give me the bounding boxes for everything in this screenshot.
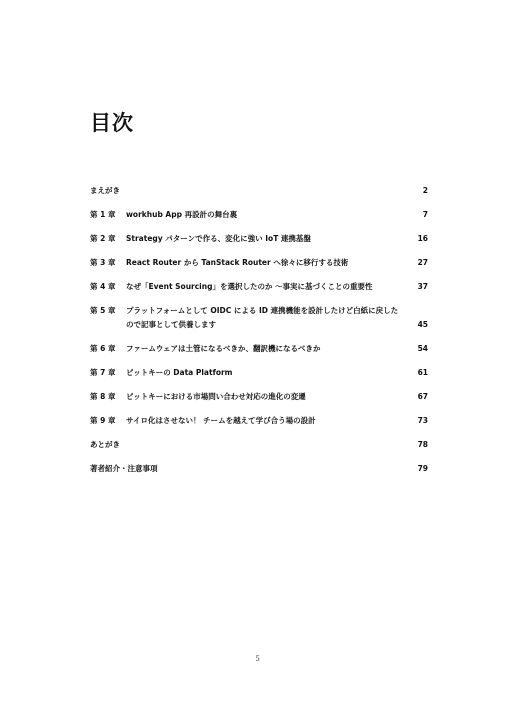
toc-entry-title: workhub App 再設計の舞台裏 [126,210,238,219]
toc-entry-title: ビットキーの Data Platform [126,368,233,377]
toc-entry-chapter-3 [90,255,428,279]
page-title: 目次 [90,111,134,135]
toc-entry-page: 54 [417,344,428,353]
toc-entry-page: 73 [417,416,428,425]
toc-entry-chapter: 第 2 章 [90,234,116,243]
page-number: 5 [255,654,260,663]
toc-entry-page: 78 [417,440,428,449]
toc-entry-page: 45 [417,320,428,329]
table-of-contents [90,183,428,485]
toc-entry-chapter: 第 6 章 [90,344,116,353]
toc-entry-chapter: 第 8 章 [90,392,116,401]
toc-entry-chapter: 第 7 章 [90,368,116,377]
toc-entry-authors [90,461,428,485]
toc-entry-page: 79 [417,464,428,473]
toc-entry-chapter: 第 3 章 [90,258,116,267]
toc-entry-page: 67 [417,392,428,401]
toc-entry-page: 27 [417,258,428,267]
toc-entry-chapter: 第 5 章 [90,306,116,315]
toc-entry-chapter: 第 1 章 [90,210,116,219]
toc-entry-title: ビットキーにおける市場問い合わせ対応の進化の変遷 [126,392,306,401]
toc-entry-page: 16 [417,234,428,243]
toc-entry-title: まえがき [90,186,120,195]
toc-entry-page: 7 [422,210,428,219]
toc-entry-title: ファームウェアは土管になるべきか、翻訳機になるべきか [126,344,321,353]
toc-entry-chapter-4 [90,279,428,303]
toc-entry-title-continued: ので記事として供養します [126,320,216,329]
toc-entry-chapter-6 [90,341,428,365]
toc-entry-chapter-8 [90,389,428,413]
toc-entry-preface [90,183,428,207]
toc-entry-afterword [90,437,428,461]
toc-entry-title: あとがき [90,440,120,449]
toc-entry-title: Strategy パターンで作る、変化に強い IoT 連携基盤 [126,234,311,243]
toc-entry-title-block [126,305,399,330]
toc-entry-page: 37 [417,282,428,291]
toc-entry-title: サイロ化はさせない！ チームを越えて学び合う場の設計 [126,416,316,425]
toc-entry-page: 61 [417,368,428,377]
toc-entry-title: 著者紹介・注意事項 [90,464,158,473]
toc-entry-chapter: 第 9 章 [90,416,116,425]
toc-entry-chapter-5 [90,303,428,341]
toc-entry-chapter-2 [90,231,428,255]
toc-entry-title: プラットフォームとして OIDC による ID 連携機能を設計したけど白紙に戻した [126,306,399,315]
toc-entry-title: なぜ「Event Sourcing」を選択したのか 〜事実に基づくことの重要性 [126,282,373,291]
toc-entry-chapter-9 [90,413,428,437]
toc-entry-page: 2 [422,186,428,195]
toc-entry-chapter-7 [90,365,428,389]
toc-entry-chapter-1 [90,207,428,231]
toc-entry-title: React Router から TanStack Router へ徐々に移行する技術 [126,258,349,267]
toc-entry-chapter: 第 4 章 [90,282,116,291]
